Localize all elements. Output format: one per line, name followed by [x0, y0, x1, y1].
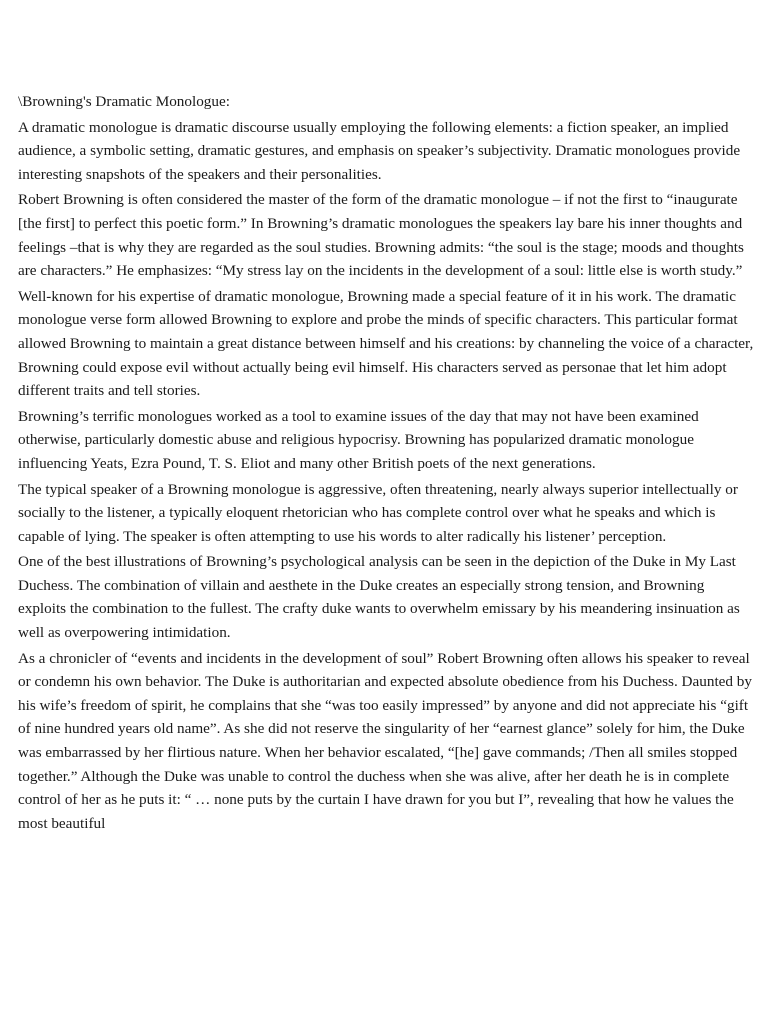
paragraph-psychological-analysis: One of the best illustrations of Browning’s psychological analysis can be seen in the depiction of the Duke in My Last Duchess. The combination of villain and aesthete in the Duke creates an especially strong tension, and Browning exploits the combination to the fullest. The crafty duke wants to overwhelm emissary by his meandering insinuation as well as overpowering intimidation. — [18, 553, 740, 642]
document-heading: \Browning's Dramatic Monologue: — [18, 93, 230, 110]
document-page — [18, 90, 756, 837]
paragraph-browning-master: Robert Browning is often considered the master of the form of the dramatic monologue – if not the first to “inaugurate [the first] to perfect this poetic form.” In Browning’s dramatic monologues the speakers lay bare his inner thoughts and feelings –that is why they are regarded as the soul studies. Browning admits: “the soul is the stage; moods and thoughts are characters.” He emphasizes: “My stress lay on the incidents in the development of a soul: little else is worth study.” — [18, 191, 744, 280]
paragraph-chronicler: As a chronicler of “events and incidents in the development of soul” Robert Browning often allows his speaker to reveal or condemn his own behavior. The Duke is authoritarian and expected absolute obedience from his Duchess. Daunted by his wife’s freedom of spirit, he complains that she “was too easily impressed” by anyone and did not appreciate his “gift of nine hundred years old name”. As she did not reserve the singularity of her “earnest glance” solely for him, the Duke was embarrassed by her flirtious nature. When her behavior escalated, “[he] gave commands; /Then all smiles stopped together.” Although the Duke was unable to control the duchess when she was alive, after her death he is in complete control of her as he puts it: “ … none puts by the curtain I have drawn for you but I”, revealing that how he values the most beautiful — [18, 649, 752, 832]
paragraph-terrific-monologues: Browning’s terrific monologues worked as a tool to examine issues of the day that may not have been examined otherwise, particularly domestic abuse and religious hypocrisy. Browning has popularized dramatic monologue influencing Yeats, Ezra Pound, T. S. Eliot and many other British poets of the next generations. — [18, 407, 699, 472]
paragraph-definition: A dramatic monologue is dramatic discourse usually employing the following elements: a fiction speaker, an implied audience, a symbolic setting, dramatic gestures, and emphasis on speaker’s subjectivity. Dramatic monologues provide interesting snapshots of the speakers and their personalities. — [18, 118, 741, 183]
paragraph-typical-speaker: The typical speaker of a Browning monologue is aggressive, often threatening, nearly always superior intellectually or socially to the listener, a typically eloquent rhetorician who has complete control over what he speaks and which is capable of lying. The speaker is often attempting to use his words to alter radically his listener’ perception. — [18, 480, 738, 545]
paragraph-expertise: Well-known for his expertise of dramatic monologue, Browning made a special feature of it in his work. The dramatic monologue verse form allowed Browning to explore and probe the minds of specific characters. This particular format allowed Browning to maintain a great distance between himself and his creations: by channeling the voice of a character, Browning could expose evil without actually being evil himself. His characters served as personae that let him adopt different traits and tell stories. — [18, 287, 754, 400]
